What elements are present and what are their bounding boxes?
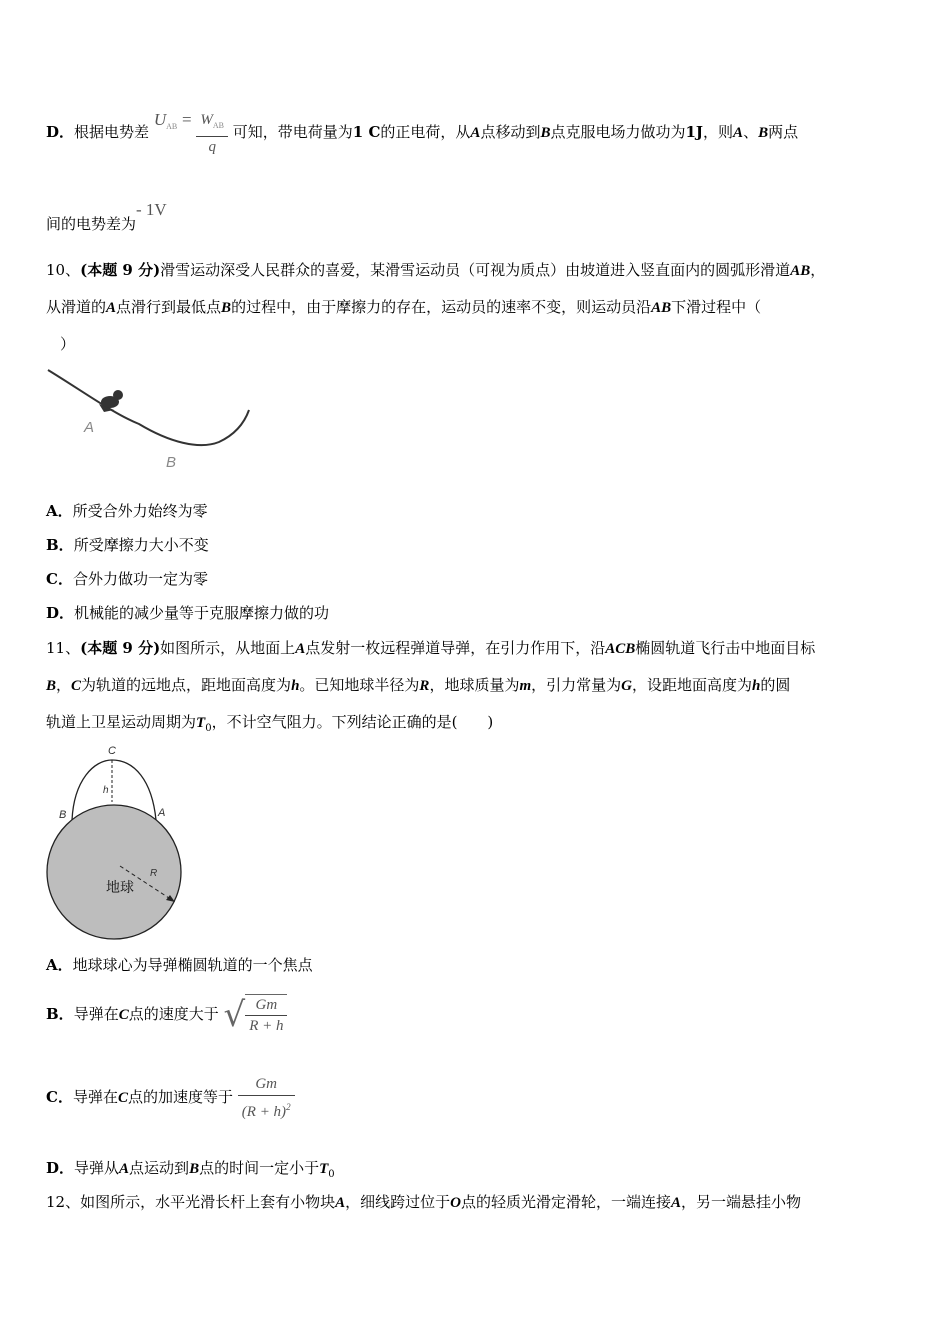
q11-option-b: B．导弹在C点的速度大于 √ $\frac{Gm}{R + h}$ — [46, 988, 287, 1040]
label-a: A — [84, 419, 95, 436]
label-a: A — [158, 807, 166, 819]
earth-orbit-figure — [44, 740, 194, 946]
q11-option-a: A．地球球心为导弹椭圆轨道的一个焦点 — [46, 956, 313, 974]
sqrt-formula: √ $\frac{Gm}{R + h}$ — [224, 994, 288, 1036]
q10-option-b: B．所受摩擦力大小不变 — [46, 536, 209, 554]
q10-stem-line2: 从滑道的A点滑行到最低点B的过程中，由于摩擦力的存在，运动员的速率不变，则运动员沿AB下滑过程中（ — [46, 298, 762, 316]
q11-stem-line2: B，C为轨道的远地点，距地面高度为h。已知地球半径为R，地球质量为m，引力常量为G，设距地面高度为h的圆 — [46, 676, 791, 694]
q11-option-c: C．导弹在C点的加速度等于 $\frac{Gm}{(R + h)^2}$ — [46, 1070, 295, 1124]
ski-slope-arc — [48, 370, 249, 445]
ski-track-figure — [44, 362, 254, 474]
q9-option-d: D．根据电势差 $U_{AB}$ = $\frac{W_{AB}}{q}$ 可知，带电荷量为1 C的正电荷，从A点移动到B点克服电场力做功为1J，则A、B两点 — [46, 110, 799, 155]
label-b: B — [59, 809, 67, 821]
q10-option-c: C．合外力做功一定为零 — [46, 570, 208, 588]
acceleration-formula: $\frac{Gm}{(R + h)^2}$ — [238, 1073, 295, 1123]
formula-u: $U_{AB}$ — [153, 110, 178, 131]
q10-stem-line3: ） — [60, 335, 76, 353]
q10-option-a: A．所受合外力始终为零 — [46, 502, 208, 520]
text: 根据电势差 — [74, 123, 150, 141]
formula-equals: = — [182, 110, 192, 129]
q10-stem-line1: 10、(本题 9 分)滑雪运动深受人民群众的喜爱，某滑雪运动员（可视为质点）由坡道进入竖直面内的圆弧形滑道AB， — [46, 261, 826, 279]
label-c: C — [108, 745, 116, 757]
formula-fraction: $\frac{W_{AB}}{q}$ — [196, 110, 228, 157]
q12-stem-line1: 12、如图所示，水平光滑长杆上套有小物块A，细线跨过位于O点的轻质光滑定滑轮，一端连接A，另一端悬挂小物 — [46, 1193, 802, 1211]
q11-option-d: D．导弹从A点运动到B点的时间一定小于$T_0$ — [46, 1159, 335, 1180]
option-label: D． — [46, 123, 75, 141]
label-h: h — [103, 785, 109, 796]
label-b: B — [166, 454, 177, 471]
q11-stem-line1: 11、(本题 9 分)如图所示，从地面上A点发射一枚远程弹道导弹，在引力作用下，沿ACB椭圆轨道飞行击中地面目标 — [46, 639, 816, 657]
value: - 1V — [136, 200, 167, 219]
q11-stem-line3: 轨道上卫星运动周期为$T_0$，不计空气阻力。下列结论正确的是( ) — [46, 713, 494, 734]
earth-circle — [47, 805, 181, 939]
label-earth: 地球 — [106, 879, 134, 895]
q9-option-d-line2: 间的电势差为- 1V — [46, 200, 167, 233]
q10-option-d: D．机械能的减少量等于克服摩擦力做的功 — [46, 604, 330, 622]
label-r: R — [150, 868, 158, 879]
